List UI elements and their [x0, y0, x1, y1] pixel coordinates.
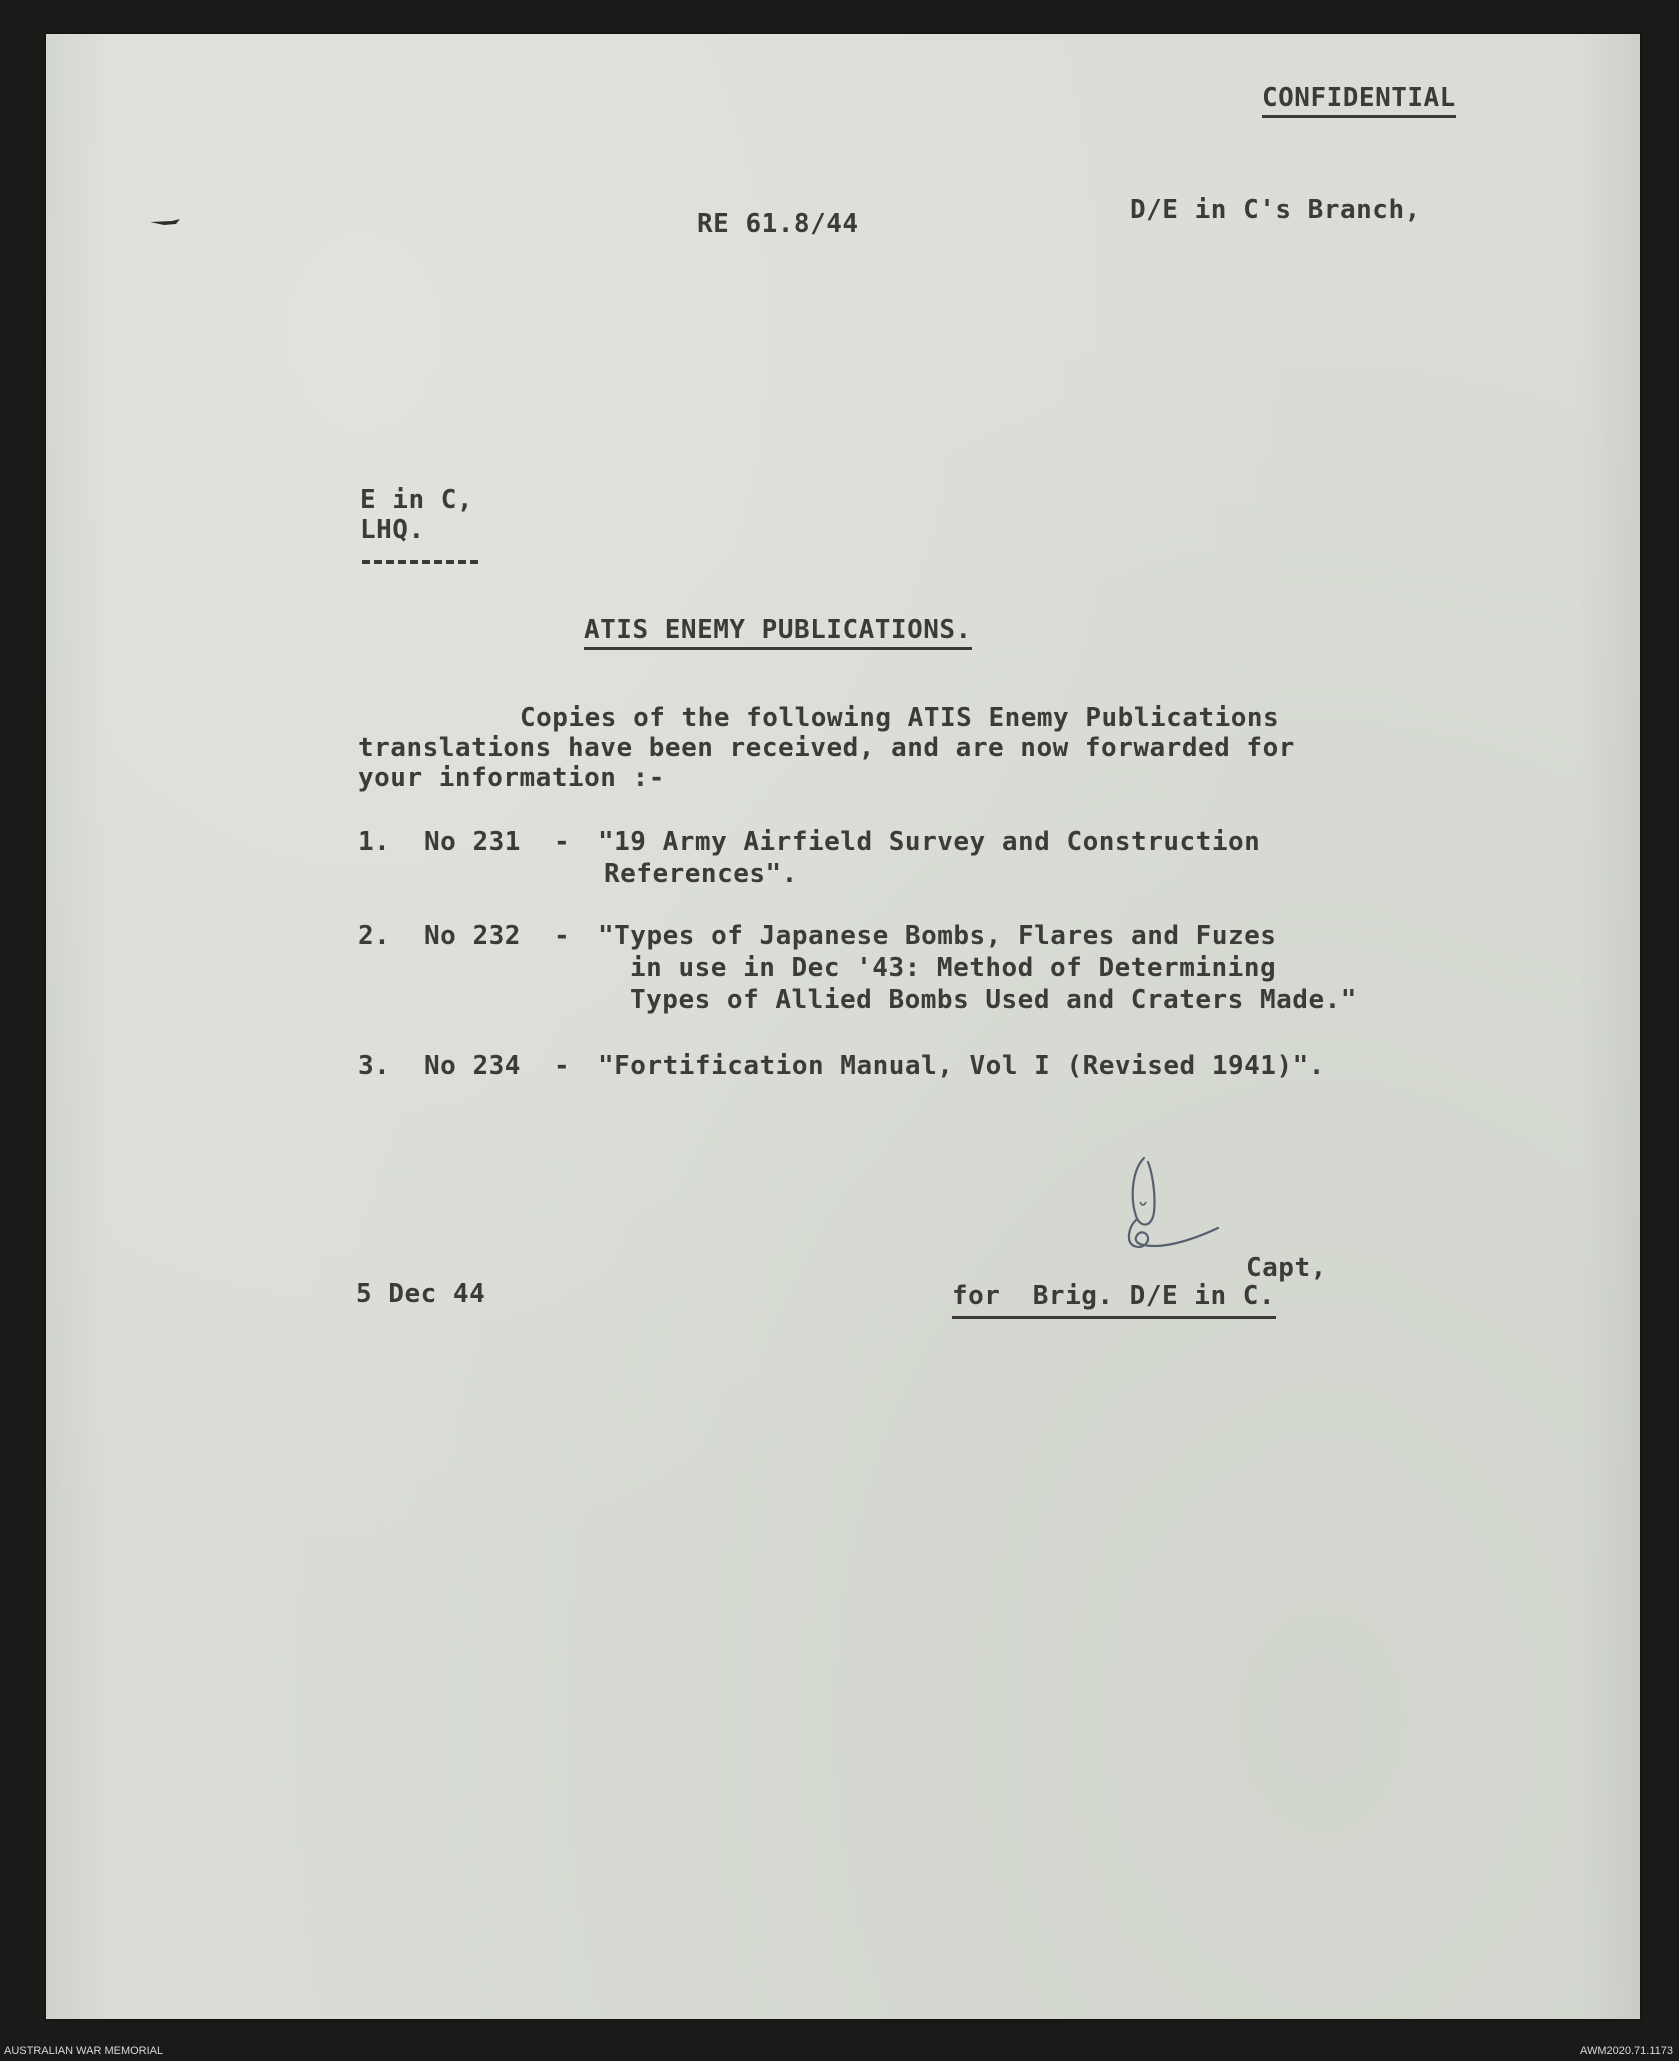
list-item-number: 1. — [358, 827, 391, 857]
list-item-dash: - — [554, 1051, 571, 1081]
list-item-title-line: "19 Army Airfield Survey and Construction — [598, 827, 1261, 857]
handwritten-signature — [1118, 1150, 1238, 1260]
addressee-line-2: LHQ. — [360, 515, 425, 545]
originating-branch: D/E in C's Branch, — [1130, 195, 1421, 225]
list-item-title-line: Types of Allied Bombs Used and Craters Made." — [630, 985, 1357, 1015]
letter-date: 5 Dec 44 — [356, 1279, 486, 1309]
list-item-dash: - — [554, 827, 571, 857]
reference-number: RE 61.8/44 — [697, 209, 859, 239]
addressee-dashed-rule — [362, 560, 478, 564]
list-item-number: 3. — [358, 1051, 391, 1081]
classification-stamp: CONFIDENTIAL — [1262, 82, 1456, 118]
document-page — [46, 34, 1640, 2019]
body-line-2: translations have been received, and are now forwarded for — [358, 733, 1295, 763]
body-line-3: your information :- — [358, 763, 665, 793]
body-line-1: Copies of the following ATIS Enemy Publications — [520, 703, 1280, 733]
list-item-ref: No 232 — [424, 921, 521, 951]
list-item-ref: No 231 — [424, 827, 521, 857]
signatory-rank: Capt, — [1246, 1253, 1327, 1283]
margin-tick-mark — [150, 218, 182, 228]
subject-heading: ATIS ENEMY PUBLICATIONS. — [584, 614, 972, 650]
list-item-title-line: References". — [604, 859, 798, 889]
list-item-title-line: in use in Dec '43: Method of Determining — [630, 953, 1277, 983]
archive-credit: AUSTRALIAN WAR MEMORIAL — [4, 2045, 164, 2057]
list-item-title-line: "Fortification Manual, Vol I (Revised 1941)". — [598, 1051, 1325, 1081]
archive-item-id: AWM2020.71.1173 — [1580, 2045, 1673, 2057]
addressee-line-1: E in C, — [360, 485, 474, 515]
list-item-number: 2. — [358, 921, 391, 951]
signature-rule — [952, 1316, 1276, 1319]
list-item-dash: - — [554, 921, 571, 951]
signatory-designation: for Brig. D/E in C. — [952, 1281, 1276, 1311]
list-item-ref: No 234 — [424, 1051, 521, 1081]
list-item-title-line: "Types of Japanese Bombs, Flares and Fuzes — [598, 921, 1277, 951]
